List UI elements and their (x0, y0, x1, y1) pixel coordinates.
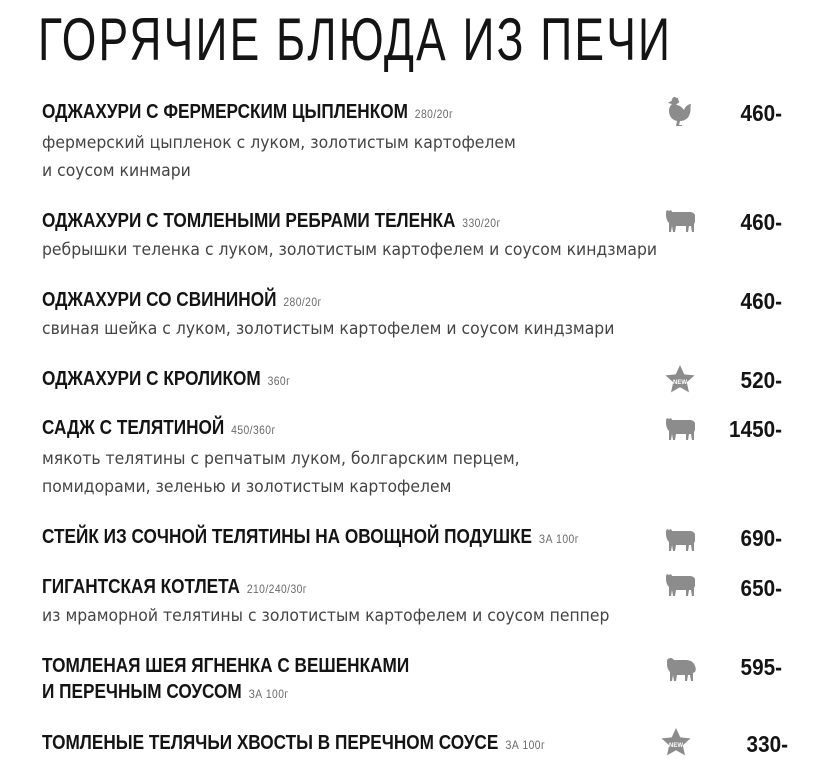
dish-name: ОДЖАХУРИ С ТОМЛЕНЫМИ РЕБРАМИ ТЕЛЕНКА 330/20г (42, 210, 501, 232)
chicken-icon (664, 96, 694, 130)
menu-item (42, 731, 788, 757)
menu-item (42, 288, 782, 344)
dish-weight: 210/240/30г (246, 582, 307, 596)
dish-description: свиная шейка с луком, золотистым картофелем и соусом киндзмари (42, 319, 615, 339)
dish-price: 460- (740, 288, 782, 314)
dish-weight: ЗА 100г (538, 532, 579, 546)
new-star-icon (660, 727, 692, 759)
dish-weight: 450/360г (231, 423, 276, 437)
dish-weight: ЗА 100г (248, 687, 289, 701)
dish-description: мякоть телятины с репчатым луком, болгарским перцем, (42, 449, 520, 469)
dish-price: 460- (740, 100, 782, 126)
svg-text:NEW: NEW (669, 743, 683, 749)
dish-weight: 330/20г (462, 216, 501, 230)
dish-price: 460- (740, 209, 782, 235)
dish-name: ТОМЛЕНЫЕ ТЕЛЯЧЬИ ХВОСТЫ В ПЕРЕЧНОМ СОУСЕ ЗА 100г (42, 732, 546, 754)
dish-name: ОДЖАХУРИ С ФЕРМЕРСКИМ ЦЫПЛЕНКОМ 280/20г (42, 101, 454, 123)
menu-item (42, 575, 782, 631)
dish-price: 520- (740, 367, 782, 393)
dish-name: ГИГАНТСКАЯ КОТЛЕТА 210/240/30г (42, 576, 307, 598)
dish-price: 330- (746, 731, 788, 757)
cow-icon (664, 525, 698, 553)
menu-item (42, 100, 782, 186)
dish-description: из мраморной телятины с золотистым картофелем и соусом пеппер (42, 606, 610, 626)
menu-item (42, 525, 782, 551)
dish-price: 650- (740, 575, 782, 601)
dish-price: 595- (740, 654, 782, 680)
cow-icon (664, 570, 698, 598)
dish-weight: 280/20г (283, 295, 322, 309)
new-star-icon (664, 364, 696, 396)
dish-price: 690- (740, 525, 782, 551)
menu-item (42, 367, 782, 393)
dish-name-line2: И ПЕРЕЧНЫМ СОУСОМ ЗА 100г (42, 681, 289, 703)
dish-name: ОДЖАХУРИ С КРОЛИКОМ 360г (42, 368, 291, 390)
cow-icon (664, 206, 698, 234)
dish-name: ОДЖАХУРИ СО СВИНИНОЙ 280/20г (42, 289, 322, 311)
dish-weight: 280/20г (414, 107, 454, 121)
page-title: ГОРЯЧИЕ БЛЮДА ИЗ ПЕЧИ (38, 6, 673, 73)
menu-item (42, 654, 782, 706)
dish-weight: 360г (267, 374, 291, 388)
dish-description: и соусом кинмари (42, 161, 191, 181)
svg-text:NEW: NEW (673, 380, 687, 386)
sheep-icon (664, 654, 698, 682)
dish-weight: ЗА 100г (505, 738, 546, 752)
cow-icon (664, 414, 698, 442)
dish-name: ТОМЛЕНАЯ ШЕЯ ЯГНЕНКА С ВЕШЕНКАМИ (42, 655, 410, 677)
dish-description: помидорами, зеленью и золотистым картофелем (42, 477, 452, 497)
dish-name: СТЕЙК ИЗ СОЧНОЙ ТЕЛЯТИНЫ НА ОВОЩНОЙ ПОДУШКЕ ЗА 100г (42, 526, 579, 548)
dish-description: фермерский цыпленок с луком, золотистым картофелем (42, 133, 516, 153)
menu-item (42, 209, 782, 265)
dish-name: САДЖ С ТЕЛЯТИНОЙ 450/360г (42, 417, 276, 439)
dish-description: ребрышки теленка с луком, золотистым картофелем и соусом киндзмари (42, 240, 658, 260)
dish-price: 1450- (729, 416, 782, 442)
menu-item (42, 416, 782, 502)
